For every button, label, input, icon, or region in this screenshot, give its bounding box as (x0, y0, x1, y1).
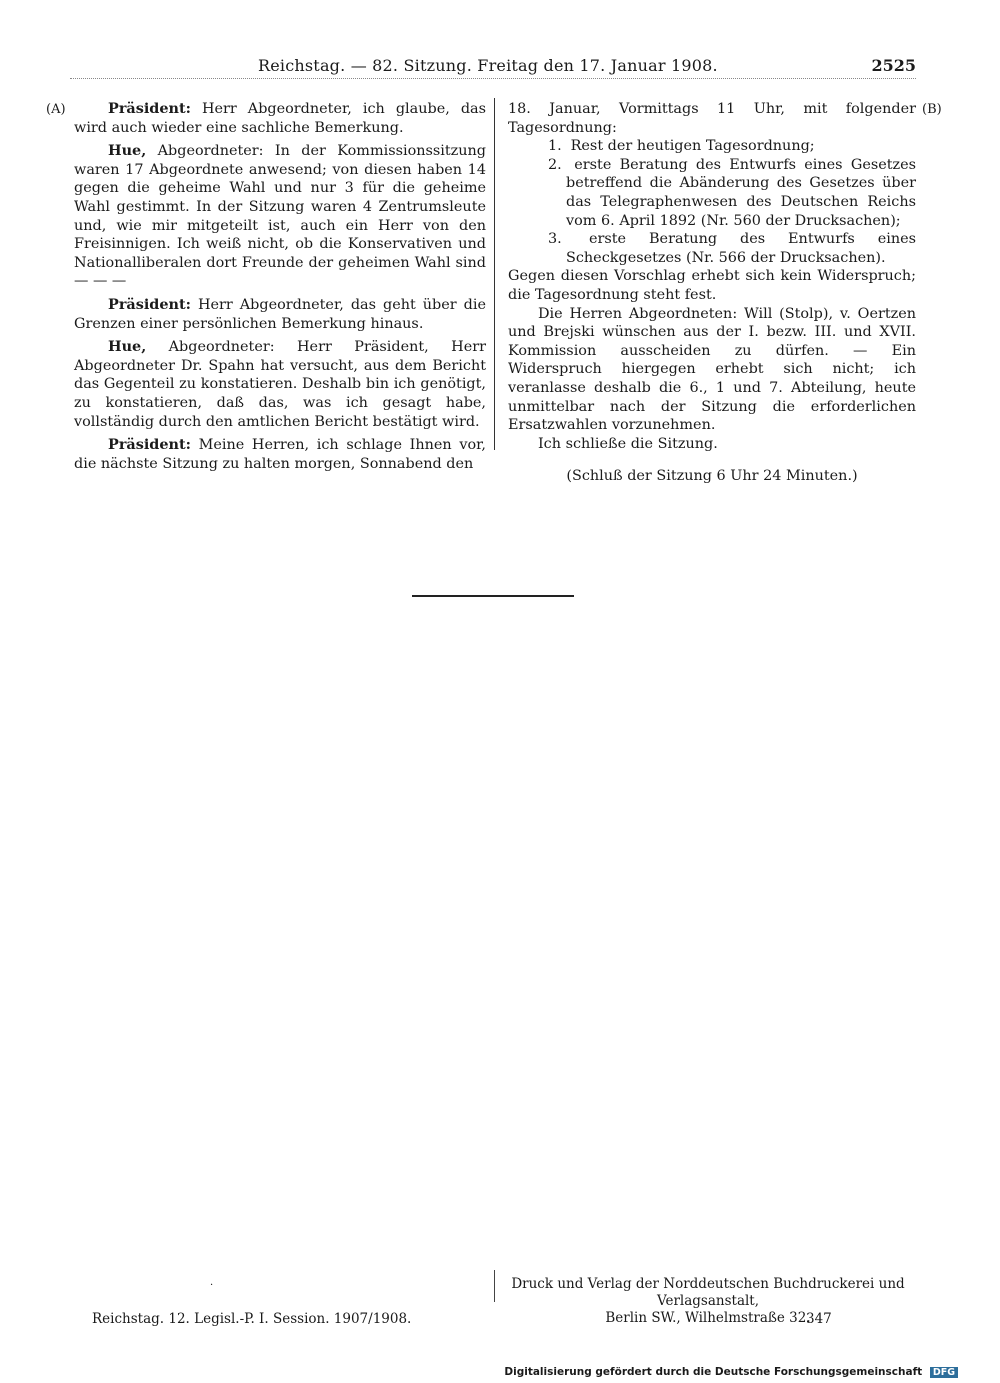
speaker-name: Präsident: (108, 436, 191, 454)
no-objection-text: Gegen diesen Vorschlag erhebt sich kein Widerspruch; die Tagesordnung steht fest. (508, 268, 916, 303)
printer-imprint (498, 1276, 918, 1327)
running-title: Reichstag. — 82. Sitzung. Freitag den 17. Januar 1908. (258, 56, 718, 75)
left-column (74, 100, 486, 478)
imprint-line: Druck und Verlag der Norddeutschen Buchdruckerei und Verlagsanstalt, (511, 1276, 905, 1309)
agenda-intro: 18. Januar, Vormittags 11 Uhr, mit folgender Tagesordnung: (508, 101, 916, 136)
speech-paragraph (74, 100, 486, 137)
closing-note: (Schluß der Sitzung 6 Uhr 24 Minuten.) (566, 468, 858, 485)
agenda-list (508, 137, 916, 267)
footer-divider (494, 1270, 495, 1302)
speech-text: Meine Herren, ich schlage Ihnen vor, die nächste Sitzung zu halten morgen, Sonnabend den (74, 437, 486, 472)
speaker-name: Präsident: (108, 100, 191, 117)
dfg-logo-icon: DFG (930, 1367, 958, 1378)
agenda-item-text: Rest der heutigen Tagesordnung; (570, 138, 815, 155)
footer-dot: · (210, 1280, 214, 1291)
speaker-name: Hue, (108, 338, 147, 356)
withdrawal-text: Die Herren Abgeordneten: Will (Stolp), v. Oertzen und Brejski wünschen aus der I. bezw. III. und XVII. Kommission ausscheiden zu dürfen. — Ein Widerspruch hiergegen erhebt sich nicht; ich veranlasse deshalb die 6., 1 und 7. Abteilung, heute unmittelbar nach der Sitzung die erforderlichen Ersatzwahlen vorzunehmen. (508, 305, 916, 434)
agenda-item-text: erste Beratung des Entwurfs eines Scheckgesetzes (Nr. 566 der Drucksachen). (566, 231, 917, 266)
agenda-item (548, 137, 916, 156)
speech-text: Abgeordneter: Herr Präsident, Herr Abgeordneter Dr. Spahn hat versucht, aus dem Bericht das Gegenteil zu konstatieren. Deshalb bin ich genötigt, zu konstatieren, daß das, was ich gesagt habe, vollständig durch den amtlichen Bericht bestätigt wird. (74, 339, 486, 430)
digitization-credit (504, 1366, 958, 1378)
column-divider (494, 98, 495, 450)
section-separator-rule (412, 595, 574, 597)
agenda-item-number: 1. (548, 138, 562, 155)
session-info: Reichstag. 12. Legisl.-P. I. Session. 1907/1908. (92, 1311, 412, 1327)
agenda-item-number: 2. (548, 156, 562, 173)
page-number: 2525 (871, 56, 916, 75)
speech-text: Herr Abgeordneter, ich glaube, das wird auch wieder eine sachliche Bemerkung. (74, 101, 486, 136)
speech-paragraph (74, 436, 486, 473)
speech-paragraph (74, 296, 486, 333)
speaker-name: Hue, (108, 142, 147, 160)
speaker-name: Präsident: (108, 295, 191, 313)
agenda-item-text: erste Beratung des Entwurfs eines Gesetzes betreffend die Abänderung des Gesetzes über das Telegraphenwesen des Deutschen Reichs vom 6. April 1892 (Nr. 560 der Drucksachen); (566, 156, 916, 229)
speech-paragraph (74, 142, 486, 291)
agenda-item (548, 230, 916, 267)
running-head (0, 56, 1000, 80)
speech-text: Herr Abgeordneter, das geht über die Grenzen einer persönlichen Bemerkung hinaus. (74, 296, 486, 332)
credit-text: Digitalisierung gefördert durch die Deutsche Forschungsgemeinschaft (504, 1366, 923, 1378)
imprint-line: Berlin SW., Wilhelmstraße 32. (605, 1310, 811, 1326)
agenda-item (548, 156, 916, 230)
sheet-number: 347 (806, 1311, 832, 1327)
close-session-text: Ich schließe die Sitzung. (538, 435, 718, 452)
speech-text: Abgeordneter: In der Kommissionssitzung waren 17 Abgeordnete anwesend; von diesen haben 14 gegen die geheime Wahl und nur 3 für die geheime Wahl gestimmt. In der Sitzung waren 4 Zentrumsleute und, wie mir mitgeteilt ist, auch ein Herr von den Freisinnigen. Ich weiß nicht, ob die Konservativen und Nationalliberalen dort Freunde der geheimen Wahl sind — — — (74, 143, 486, 290)
right-column (508, 100, 916, 500)
header-rule (70, 78, 916, 79)
speech-paragraph (74, 338, 486, 431)
margin-mark-b: (B) (922, 102, 942, 117)
agenda-item-number: 3. (548, 231, 562, 248)
margin-mark-a: (A) (46, 102, 66, 117)
